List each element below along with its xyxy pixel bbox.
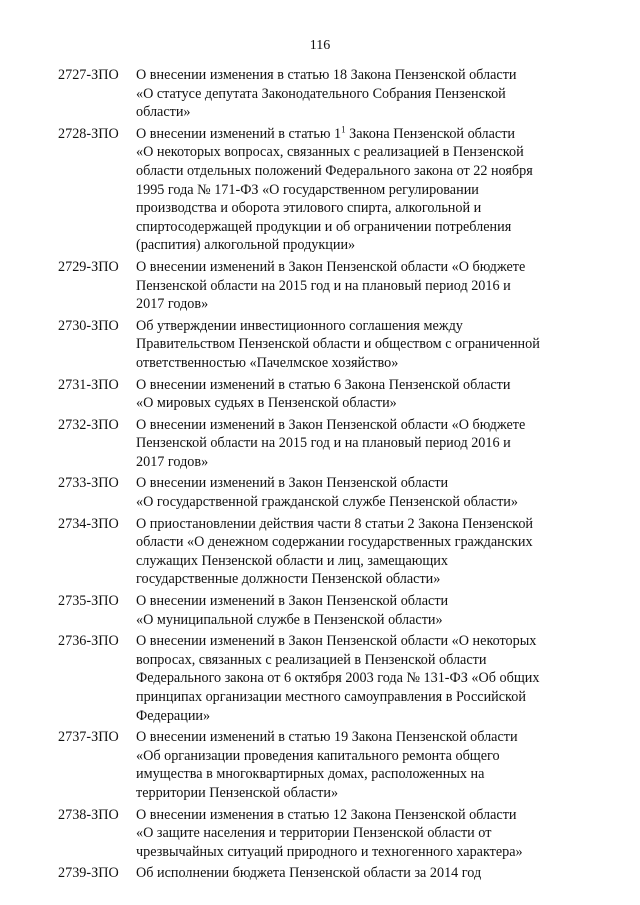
law-title-line: «О мировых судьях в Пензенской области» bbox=[136, 395, 397, 412]
superscript-index: 1 bbox=[341, 124, 346, 135]
list-item bbox=[58, 632, 586, 725]
law-number: 2733-ЗПО bbox=[58, 475, 119, 492]
law-title-line: 2017 годов» bbox=[136, 453, 209, 470]
list-item bbox=[58, 474, 586, 511]
law-number: 2730-ЗПО bbox=[58, 317, 119, 334]
law-number: 2732-ЗПО bbox=[58, 416, 119, 433]
law-number: 2727-ЗПО bbox=[58, 67, 119, 83]
list-item bbox=[58, 376, 586, 413]
law-number: 2736-ЗПО bbox=[58, 633, 119, 650]
law-title-line: «О муниципальной службе в Пензенской области» bbox=[136, 611, 443, 628]
law-title-line: «О статусе депутата Законодательного Собрания Пензенской bbox=[136, 85, 506, 102]
law-number: 2728-ЗПО bbox=[58, 125, 119, 142]
list-item bbox=[58, 728, 586, 802]
list-item bbox=[58, 258, 586, 314]
law-title-line: О внесении изменений в статью 6 Закона Пензенской области bbox=[136, 376, 511, 393]
law-title bbox=[136, 317, 586, 373]
law-number: 2731-ЗПО bbox=[58, 376, 119, 393]
law-title-line: служащих Пензенской области и лиц, замещающих bbox=[136, 552, 448, 569]
law-title-line: 2017 годов» bbox=[136, 296, 209, 313]
law-title-line: О внесении изменений в Закон Пензенской области «О некоторых bbox=[136, 633, 537, 650]
law-title bbox=[136, 592, 586, 629]
law-title-line: области «О денежном содержании государственных гражданских bbox=[136, 534, 533, 551]
law-title-line: области» bbox=[136, 104, 191, 121]
law-title-fragment: Закона Пензенской области bbox=[345, 125, 515, 142]
law-title-line: О внесении изменений в Закон Пензенской области bbox=[136, 593, 449, 610]
list-item bbox=[58, 592, 586, 629]
law-title bbox=[136, 258, 586, 314]
law-title-line: О внесении изменений в статью 19 Закона Пензенской области bbox=[136, 729, 518, 746]
law-title-line: Федерации» bbox=[136, 707, 211, 724]
law-title bbox=[136, 125, 586, 255]
law-title bbox=[136, 632, 586, 725]
law-title-line: производства и оборота этилового спирта, алкогольной и bbox=[136, 200, 482, 217]
law-list bbox=[58, 66, 586, 886]
list-item bbox=[58, 864, 586, 883]
list-item bbox=[58, 416, 586, 472]
law-title bbox=[136, 806, 586, 862]
law-number: 2729-ЗПО bbox=[58, 258, 119, 275]
law-title-line: имущества в многоквартирных домах, расположенных на bbox=[136, 766, 485, 783]
law-title-line: Федерального закона от 6 октября 2003 года № 131-ФЗ «Об общих bbox=[136, 670, 540, 687]
law-number: 2734-ЗПО bbox=[58, 515, 119, 532]
list-item bbox=[58, 125, 586, 255]
page-number: 116 bbox=[309, 38, 331, 53]
law-title bbox=[136, 515, 586, 589]
law-title-line: «О некоторых вопросах, связанных с реализацией в Пензенской bbox=[136, 144, 524, 161]
list-item bbox=[58, 515, 586, 589]
law-title-line: принципах организации местного самоуправления в Российской bbox=[136, 689, 526, 705]
law-title-line: Пензенской области на 2015 год и на плановый период 2016 и bbox=[136, 435, 511, 452]
law-title-line: вопросах, связанных с реализацией в Пензенской области bbox=[136, 651, 487, 668]
list-item bbox=[58, 806, 586, 862]
law-number: 2735-ЗПО bbox=[58, 593, 119, 610]
law-title bbox=[136, 474, 586, 511]
law-title-line: спиртосодержащей продукции и об ограничении потребления bbox=[136, 218, 512, 235]
law-number: 2739-ЗПО bbox=[58, 865, 119, 882]
list-item bbox=[58, 66, 586, 122]
law-title-line: О внесении изменения в статью 18 Закона Пензенской области bbox=[136, 67, 517, 83]
law-title-line: чрезвычайных ситуаций природного и техногенного характера» bbox=[136, 843, 523, 860]
law-title-line: О приостановлении действия части 8 статьи 2 Закона Пензенской bbox=[136, 515, 534, 532]
law-title-line: ответственностью «Пачелмское хозяйство» bbox=[136, 354, 399, 371]
law-title bbox=[136, 66, 586, 122]
law-number: 2738-ЗПО bbox=[58, 806, 119, 823]
law-title bbox=[136, 376, 586, 413]
law-title-line: О внесении изменений в Закон Пензенской области bbox=[136, 475, 449, 492]
law-title-line: территории Пензенской области» bbox=[136, 784, 339, 801]
law-title-line: Пензенской области на 2015 год и на плановый период 2016 и bbox=[136, 277, 511, 294]
law-title bbox=[136, 416, 586, 472]
law-title-line: О внесении изменений в Закон Пензенской области «О бюджете bbox=[136, 258, 526, 275]
law-title-line: Правительством Пензенской области и обществом с ограниченной bbox=[136, 336, 540, 353]
law-title-line: О внесении изменения в статью 12 Закона Пензенской области bbox=[136, 806, 517, 823]
law-title-line: государственные должности Пензенской области» bbox=[136, 571, 441, 588]
law-title-line: «О государственной гражданской службе Пензенской области» bbox=[136, 494, 518, 511]
law-title-line bbox=[136, 125, 586, 144]
law-title-fragment: О внесении изменений в статью 1 bbox=[136, 125, 342, 142]
list-item bbox=[58, 317, 586, 373]
law-number: 2737-ЗПО bbox=[58, 729, 119, 746]
law-title-line: (распития) алкогольной продукции» bbox=[136, 237, 356, 254]
law-title-line: О внесении изменений в Закон Пензенской области «О бюджете bbox=[136, 416, 526, 433]
law-title-line: области отдельных положений Федерального закона от 22 ноября bbox=[136, 162, 533, 179]
law-title-line: 1995 года № 171-ФЗ «О государственном регулировании bbox=[136, 181, 479, 198]
law-title-line: Об исполнении бюджета Пензенской области за 2014 год bbox=[136, 865, 482, 882]
law-title bbox=[136, 728, 586, 802]
law-title-line: «Об организации проведения капитального ремонта общего bbox=[136, 747, 500, 764]
law-title-line: Об утверждении инвестиционного соглашения между bbox=[136, 317, 463, 334]
law-title-line: «О защите населения и территории Пензенской области от bbox=[136, 825, 492, 842]
law-title bbox=[136, 864, 586, 883]
